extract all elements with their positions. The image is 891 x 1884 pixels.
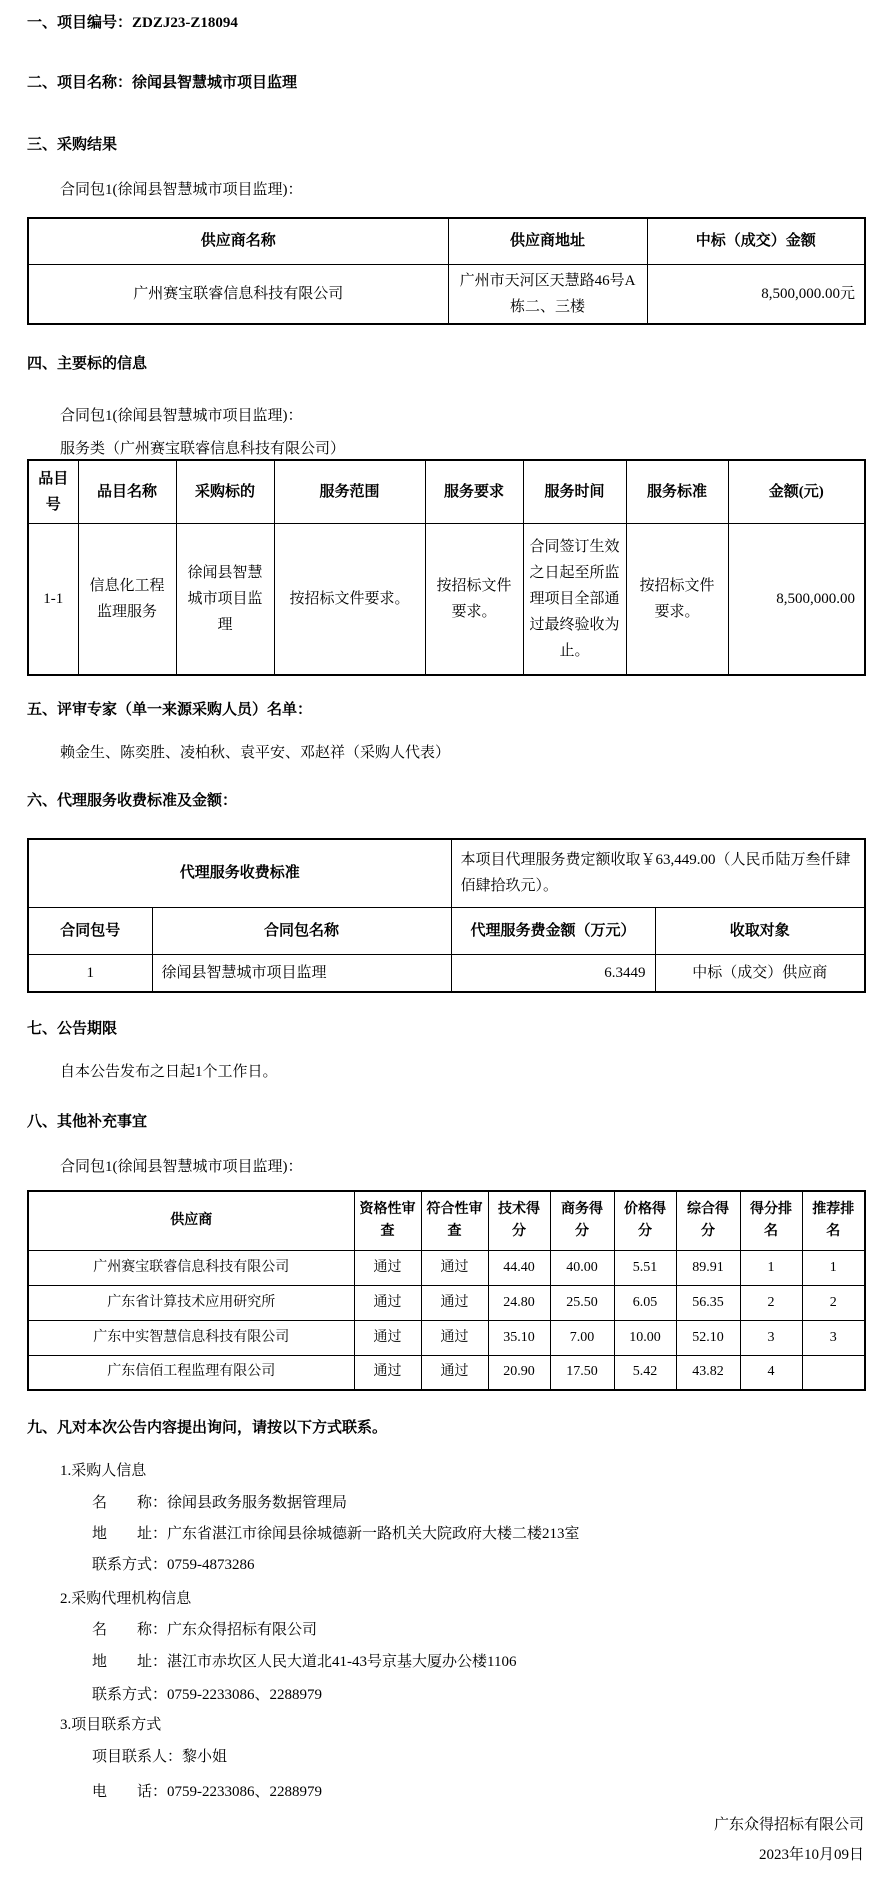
table-cell: 通过 [421,1355,488,1390]
table-cell: 通过 [354,1285,421,1320]
table-cell: 40.00 [550,1250,614,1285]
section-heading-announcement-period: 七、公告期限 [27,1021,118,1037]
table-cell: 广州赛宝联睿信息科技有限公司 [28,264,448,324]
section-heading-other-matters: 八、其他补充事宜 [27,1114,148,1130]
table-cell: 广东中实智慧信息科技有限公司 [28,1320,354,1355]
table-row [28,1355,865,1390]
purchaser-address: 地 址：广东省湛江市徐闻县徐城德新一路机关大院政府大楼二楼213室 [92,1526,580,1542]
table-header-cell: 服务时间 [523,460,626,523]
project-contact-title: 3.项目联系方式 [60,1717,162,1733]
table-header-cell: 价格得分 [614,1191,676,1250]
table-cell: 52.10 [676,1320,740,1355]
table-header-cell: 合同包名称 [152,907,451,954]
table-cell: 1 [740,1250,802,1285]
service-category-line: 服务类（广州赛宝联睿信息科技有限公司） [60,441,346,457]
table-header-cell: 金额(元) [728,460,865,523]
table-cell: 5.42 [614,1355,676,1390]
table-row [28,523,865,675]
table-header-cell: 代理服务费金额（万元） [451,907,655,954]
purchaser-contact: 联系方式：0759-4873286 [92,1557,255,1573]
contract-package-line: 合同包1(徐闻县智慧城市项目监理)： [60,1159,303,1175]
table-header-cell: 服务标准 [626,460,728,523]
fee-standard-row [28,839,865,907]
table-cell [802,1355,865,1390]
table-header-cell: 得分排名 [740,1191,802,1250]
footer-organization: 广东众得招标有限公司 [713,1817,864,1833]
table-row [28,954,865,992]
section-heading-agency-fee: 六、代理服务收费标准及金额： [27,793,238,809]
supplier-score-table [27,1190,866,1391]
table-cell: 广州赛宝联睿信息科技有限公司 [28,1250,354,1285]
table-header-cell: 符合性审查 [421,1191,488,1250]
contract-package-line: 合同包1(徐闻县智慧城市项目监理)： [60,408,303,424]
charged-to-cell: 中标（成交）供应商 [655,954,865,992]
agency-address: 地 址：湛江市赤坎区人民大道北41-43号京基大厦办公楼1106 [92,1654,517,1670]
table-cell: 按招标文件要求。 [425,523,523,675]
table-cell: 17.50 [550,1355,614,1390]
table-cell: 2 [740,1285,802,1320]
table-row [28,1285,865,1320]
table-row [28,1320,865,1355]
section-heading-subject-info: 四、主要标的信息 [27,356,148,372]
table-header-cell: 采购标的 [176,460,274,523]
procurement-result-table [27,217,866,325]
table-cell: 通过 [421,1320,488,1355]
table-header-cell: 品目名称 [78,460,176,523]
table-cell: 24.80 [488,1285,550,1320]
table-cell: 3 [740,1320,802,1355]
table-cell: 徐闻县智慧城市项目监理 [176,523,274,675]
agency-name: 名 称：广东众得招标有限公司 [92,1622,318,1638]
table-cell: 89.91 [676,1250,740,1285]
purchaser-name: 名 称：徐闻县政务服务数据管理局 [92,1495,348,1511]
footer-date: 2023年10月09日 [758,1847,864,1863]
table-header-cell: 服务范围 [274,460,425,523]
table-header-row [28,460,865,523]
table-cell: 5.51 [614,1250,676,1285]
table-cell: 35.10 [488,1320,550,1355]
fee-amount-cell: 6.3449 [451,954,655,992]
contract-package-line: 合同包1(徐闻县智慧城市项目监理)： [60,182,303,198]
table-cell: 合同签订生效之日起至所监理项目全部通过最终验收为止。 [523,523,626,675]
table-cell: 1 [802,1250,865,1285]
table-cell: 广东省计算技术应用研究所 [28,1285,354,1320]
agency-contact: 联系方式：0759-2233086、2288979 [92,1687,322,1703]
table-header-cell: 供应商地址 [448,218,647,264]
table-header-cell: 合同包号 [28,907,152,954]
section-heading-contact: 九、凡对本次公告内容提出询问，请按以下方式联系。 [27,1420,388,1436]
section-heading-experts: 五、评审专家（单一来源采购人员）名单： [27,702,313,718]
table-header-cell: 技术得分 [488,1191,550,1250]
table-row [28,1250,865,1285]
table-header-cell: 综合得分 [676,1191,740,1250]
table-cell: 1-1 [28,523,78,675]
table-cell: 10.00 [614,1320,676,1355]
table-cell: 广州市天河区天慧路46号A栋二、三楼 [448,264,647,324]
table-header-row [28,1191,865,1250]
table-header-row [28,907,865,954]
table-header-cell: 中标（成交）金额 [647,218,865,264]
table-cell: 按招标文件要求。 [626,523,728,675]
table-cell: 8,500,000.00元 [647,264,865,324]
table-cell: 按招标文件要求。 [274,523,425,675]
table-cell: 通过 [354,1320,421,1355]
package-number-cell: 1 [28,954,152,992]
table-header-cell: 资格性审查 [354,1191,421,1250]
table-header-cell: 商务得分 [550,1191,614,1250]
table-cell: 7.00 [550,1320,614,1355]
table-cell: 通过 [421,1285,488,1320]
section-heading-project-name: 二、项目名称：徐闻县智慧城市项目监理 [27,75,298,91]
table-header-cell: 推荐排名 [802,1191,865,1250]
table-header-cell: 品目号 [28,460,78,523]
table-cell: 2 [802,1285,865,1320]
section-heading-procurement-result: 三、采购结果 [27,137,118,153]
table-cell: 25.50 [550,1285,614,1320]
table-row [28,264,865,324]
table-header-row [28,218,865,264]
table-cell: 43.82 [676,1355,740,1390]
table-cell: 6.05 [614,1285,676,1320]
table-header-cell: 供应商 [28,1191,354,1250]
table-cell: 通过 [354,1250,421,1285]
table-cell: 3 [802,1320,865,1355]
project-contact-person: 项目联系人：黎小姐 [92,1749,228,1765]
table-cell: 通过 [354,1355,421,1390]
agency-info-title: 2.采购代理机构信息 [60,1591,192,1607]
fee-standard-label-cell: 代理服务收费标准 [28,839,451,907]
table-header-cell: 供应商名称 [28,218,448,264]
table-cell: 4 [740,1355,802,1390]
package-name-cell: 徐闻县智慧城市项目监理 [152,954,451,992]
purchaser-info-title: 1.采购人信息 [60,1463,147,1479]
fee-standard-text-cell: 本项目代理服务费定额收取￥63,449.00（人民币陆万叁仟肆佰肆拾玖元）。 [451,839,865,907]
project-phone: 电 话：0759-2233086、2288979 [92,1784,322,1800]
table-cell: 通过 [421,1250,488,1285]
table-cell: 56.35 [676,1285,740,1320]
announcement-period-text: 自本公告发布之日起1个工作日。 [60,1064,278,1080]
subject-info-table [27,459,866,676]
table-header-cell: 服务要求 [425,460,523,523]
experts-list: 赖金生、陈奕胜、凌柏秋、袁平安、邓赵祥（采购人代表） [60,745,451,761]
agency-fee-table [27,838,866,993]
table-cell: 信息化工程监理服务 [78,523,176,675]
table-cell: 广东信佰工程监理有限公司 [28,1355,354,1390]
table-header-cell: 收取对象 [655,907,865,954]
section-heading-project-number: 一、项目编号：ZDZJ23-Z18094 [27,15,238,31]
table-cell: 44.40 [488,1250,550,1285]
table-cell: 8,500,000.00 [728,523,865,675]
table-cell: 20.90 [488,1355,550,1390]
